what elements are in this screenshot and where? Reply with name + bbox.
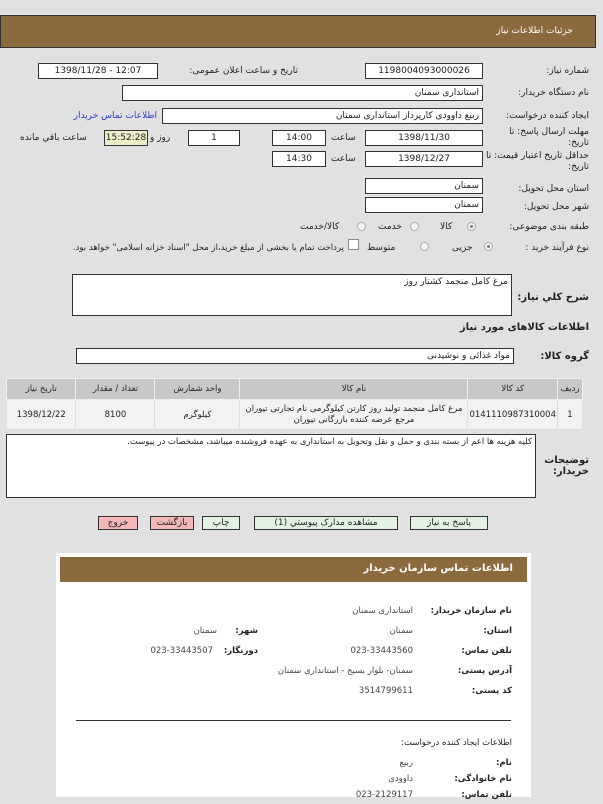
summary-label: شرح کلي نياز: [517, 292, 589, 303]
deadline-time-field[interactable]: 14:00 [272, 130, 326, 146]
back-button[interactable]: بازگشت [150, 516, 194, 530]
remaining-label: ساعت باقي مانده [20, 133, 87, 143]
days-field[interactable]: 1 [188, 130, 240, 146]
cell-code: 0141110987310004 [468, 400, 558, 430]
category-radio-service[interactable] [410, 222, 419, 231]
province-label: استان محل تحویل: [518, 184, 589, 194]
phone-label: تلفن تماس: [461, 646, 512, 656]
family-label: نام خانوادگی: [454, 774, 512, 784]
cell-name: مرغ کامل منجمد تولید روز کارتن کیلوگرمی نام تجارتی تیوران مرجع عرضه کننده بازرگانی تیوران [240, 400, 468, 430]
address-value: سمنان- بلوار بسیج - استانداری سمنان [277, 666, 413, 676]
creator-phone-value: 023-2129117 [355, 790, 413, 800]
page-title: جزئیات اطلاعات نیاز [496, 26, 573, 36]
contact-card-header [60, 557, 527, 582]
col-code: کد کالا [468, 379, 558, 400]
category-both-label: کالا/خدمت [300, 222, 340, 232]
fax-label: دورنگار: [223, 646, 258, 656]
province-field[interactable]: سمنان [365, 178, 483, 194]
cell-date: 1398/12/22 [7, 400, 76, 430]
process-medium-label: متوسط [367, 243, 396, 253]
col-qty: تعداد / مقدار [76, 379, 155, 400]
buyer-contact-link[interactable]: اطلاعات تماس خریدار [73, 111, 157, 121]
print-button[interactable]: چاپ [202, 516, 240, 530]
buyer-notes-textarea[interactable]: کلیه هزینه ها اعم از بسته بندی و حمل و نقل وتحویل به استانداری به عهده فروشنده میباشد، مشخصات در پیوست. [6, 434, 536, 498]
creator-label: ایجاد کننده درخواست: [506, 111, 589, 121]
category-goods-label: کالا [440, 222, 453, 232]
payment-note: پرداخت تمام یا بخشی از مبلغ خرید،از محل "اسناد خزانه اسلامی" خواهد بود. [72, 243, 344, 253]
buyer-org-label: نام دستگاه خریدار: [518, 88, 589, 98]
validity-time-field[interactable]: 14:30 [272, 151, 326, 167]
family-value: داوودی [388, 774, 413, 784]
table-header-row [7, 379, 583, 400]
process-label: نوع فرآیند خرید : [525, 243, 589, 253]
contact-card-title: اطلاعات تماس سازمان خریدار [363, 563, 513, 574]
validity-label: حداقل تاریخ اعتبار قیمت: تا تاریخ: [486, 151, 589, 172]
process-radio-medium[interactable] [420, 242, 429, 251]
col-name: نام کالا [240, 379, 468, 400]
col-unit: واحد شمارش [155, 379, 240, 400]
col-date: تاریخ نیاز [7, 379, 76, 400]
need-number-label: شماره نیاز: [546, 66, 589, 76]
category-label: طبقه بندی موضوعی: [509, 222, 589, 232]
group-field[interactable]: مواد غذائی و نوشیدنی [76, 348, 514, 364]
page-header [0, 15, 596, 48]
postal-value: 3514799611 [358, 686, 413, 696]
buyer-org-field[interactable]: استانداری سمنان [122, 85, 483, 101]
treasury-checkbox[interactable] [348, 239, 359, 250]
process-radio-minor[interactable] [484, 242, 493, 251]
process-minor-label: جزیی [452, 243, 473, 253]
validity-time-label: ساعت [331, 154, 356, 164]
phone-value: 023-33443560 [350, 646, 413, 656]
deadline-time-label: ساعت [331, 133, 356, 143]
need-number-field[interactable]: 1198004093000026 [365, 63, 483, 79]
divider [76, 720, 511, 721]
goods-section-title: اطلاعات کالاهای مورد نیاز [459, 322, 589, 333]
category-service-label: خدمت [378, 222, 402, 232]
address-label: آدرس پستی: [457, 666, 512, 676]
postal-label: کد پستی: [471, 686, 512, 696]
name-value: ربیع [399, 758, 413, 768]
table-row [7, 400, 583, 430]
category-radio-goods[interactable] [467, 222, 476, 231]
cell-unit: کیلوگرم [155, 400, 240, 430]
cell-qty: 8100 [76, 400, 155, 430]
fax-value: 023-33443507 [150, 646, 213, 656]
deadline-date-field[interactable]: 1398/11/30 [365, 130, 483, 146]
org-label: نام سازمان خریدار: [430, 606, 512, 616]
remaining-timer: 15:52:28 [104, 130, 148, 146]
org-value: استانداری سمنان [352, 606, 413, 616]
creator-phone-label: تلفن تماس: [461, 790, 512, 800]
contact-province-value: سمنان [389, 626, 413, 636]
contact-province-label: استان: [483, 626, 512, 636]
cell-row: 1 [558, 400, 583, 430]
city-field[interactable]: سمنان [365, 197, 483, 213]
group-label: گروه کالا: [540, 351, 589, 362]
exit-button[interactable]: خروج [98, 516, 138, 530]
days-label: روز و [150, 133, 171, 143]
validity-date-field[interactable]: 1398/12/27 [365, 151, 483, 167]
deadline-label: مهلت ارسال پاسخ: تا تاریخ: [509, 127, 589, 148]
announce-field[interactable]: 1398/11/28 - 12:07 [38, 63, 158, 79]
name-label: نام: [495, 758, 512, 768]
col-row: ردیف [558, 379, 583, 400]
buyer-notes-label: توضیحات خریدار: [544, 455, 589, 477]
announce-label: تاریخ و ساعت اعلان عمومی: [189, 66, 298, 76]
reply-button[interactable]: پاسخ به نیاز [410, 516, 488, 530]
creator-field[interactable]: ربیع داوودی کارپرداز استانداری سمنان [162, 108, 483, 124]
category-radio-both[interactable] [357, 222, 366, 231]
goods-table [6, 378, 583, 430]
view-documents-button[interactable]: مشاهده مدارک پیوستي (1) [254, 516, 398, 530]
summary-textarea[interactable]: مرغ کامل منجمد کشتار روز [72, 274, 512, 316]
contact-city-value: سمنان [193, 626, 217, 636]
contact-city-label: شهر: [235, 626, 258, 636]
creator-info-title: اطلاعات ایجاد کننده درخواست: [401, 738, 512, 748]
city-label: شهر محل تحویل: [523, 202, 589, 212]
